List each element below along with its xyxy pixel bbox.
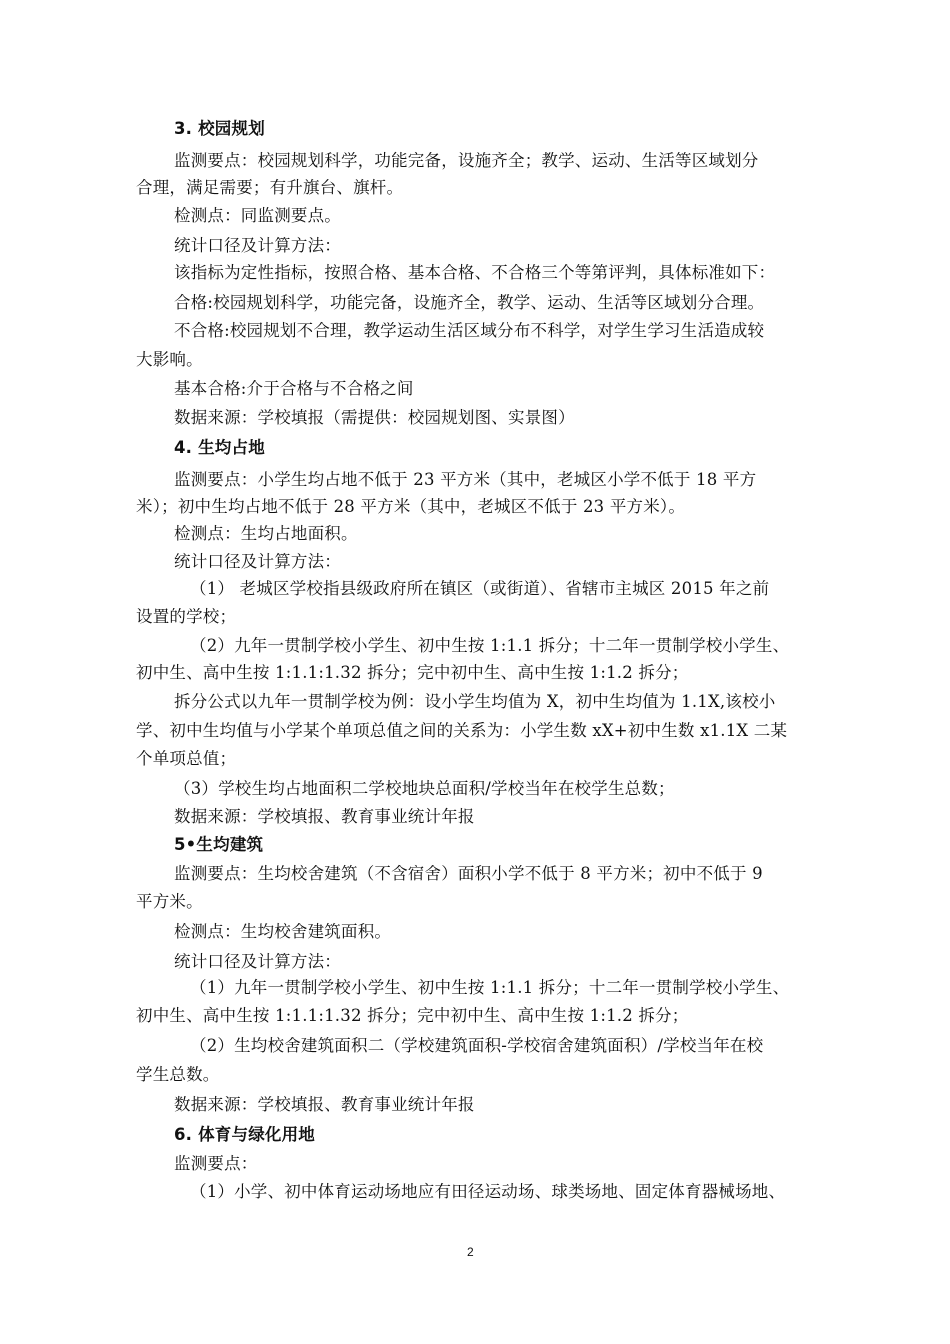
- paragraph-line: 监测要点：生均校舍建筑（不含宿舍）面积小学不低于 8 平方米；初中不低于 9: [174, 864, 763, 883]
- paragraph-line: 初中生、高中生按 1:1.1:1.32 拆分；完中初中生、高中生按 1:1.2 拆分；: [136, 663, 689, 682]
- paragraph-line: 个单项总值；: [136, 749, 237, 768]
- paragraph-line: 设置的学校；: [136, 607, 237, 626]
- paragraph-line: 学、初中生均值与小学某个单项总值之间的关系为：小学生数 xX+初中生数 x1.1X 二某: [136, 721, 788, 740]
- paragraph-line: 检测点：同监测要点。: [174, 206, 341, 225]
- paragraph-line: 统计口径及计算方法：: [174, 552, 341, 571]
- section-heading-4: 4. 生均占地: [174, 438, 265, 457]
- paragraph-line: （1）九年一贯制学校小学生、初中生按 1:1.1 拆分；十二年一贯制学校小学生、: [190, 978, 790, 997]
- section-heading-5: 5•生均建筑: [174, 835, 264, 854]
- paragraph-line: 检测点：生均校舍建筑面积。: [174, 922, 392, 941]
- page-number: 2: [467, 1245, 474, 1259]
- paragraph-line: 大影响。: [136, 350, 203, 369]
- paragraph-line: 数据来源：学校填报（需提供：校园规划图、实景图）: [174, 408, 575, 427]
- paragraph-line: （2）九年一贯制学校小学生、初中生按 1:1.1 拆分；十二年一贯制学校小学生、: [190, 636, 790, 655]
- paragraph-line: （3）学校生均占地面积二学校地块总面积/学校当年在校学生总数；: [174, 779, 675, 798]
- paragraph-line: 数据来源：学校填报、教育事业统计年报: [174, 1095, 475, 1114]
- paragraph-line: 平方米。: [136, 892, 203, 911]
- section-heading-6: 6. 体育与绿化用地: [174, 1125, 315, 1144]
- paragraph-line: 监测要点：小学生均占地不低于 23 平方米（其中，老城区小学不低于 18 平方: [174, 470, 757, 489]
- paragraph-line: 监测要点：校园规划科学，功能完备，设施齐全；教学、运动、生活等区域划分: [174, 151, 759, 170]
- paragraph-line: 合理，满足需要；有升旗台、旗杆。: [136, 178, 404, 197]
- paragraph-line: 该指标为定性指标，按照合格、基本合格、不合格三个等第评判，具体标准如下：: [174, 263, 776, 282]
- paragraph-line: 数据来源：学校填报、教育事业统计年报: [174, 807, 475, 826]
- paragraph-line: 学生总数。: [136, 1065, 220, 1084]
- paragraph-line: （2）生均校舍建筑面积二（学校建筑面积-学校宿舍建筑面积）/学校当年在校: [190, 1036, 764, 1055]
- paragraph-line: 监测要点：: [174, 1154, 258, 1173]
- paragraph-line: 检测点：生均占地面积。: [174, 524, 358, 543]
- paragraph-line: 统计口径及计算方法：: [174, 952, 341, 971]
- paragraph-line: 初中生、高中生按 1:1.1:1.32 拆分；完中初中生、高中生按 1:1.2 拆分；: [136, 1006, 689, 1025]
- paragraph-line: （1）小学、初中体育运动场地应有田径运动场、球类场地、固定体育器械场地、: [190, 1182, 786, 1201]
- paragraph-line: 米）；初中生均占地不低于 28 平方米（其中，老城区不低于 23 平方米）。: [136, 497, 686, 516]
- section-heading-3: 3. 校园规划: [174, 119, 265, 138]
- paragraph-line: （1） 老城区学校指县级政府所在镇区（或街道）、省辖市主城区 2015 年之前: [190, 579, 770, 598]
- paragraph-line: 统计口径及计算方法：: [174, 236, 341, 255]
- paragraph-line: 拆分公式以九年一贯制学校为例：设小学生均值为 X，初中生均值为 1.1X,该校小: [174, 692, 776, 711]
- paragraph-line: 合格:校园规划科学，功能完备，设施齐全，教学、运动、生活等区域划分合理。: [174, 293, 765, 312]
- paragraph-line: 基本合格:介于合格与不合格之间: [174, 379, 414, 398]
- paragraph-line: 不合格:校园规划不合理，教学运动生活区域分布不科学，对学生学习生活造成较: [174, 321, 765, 340]
